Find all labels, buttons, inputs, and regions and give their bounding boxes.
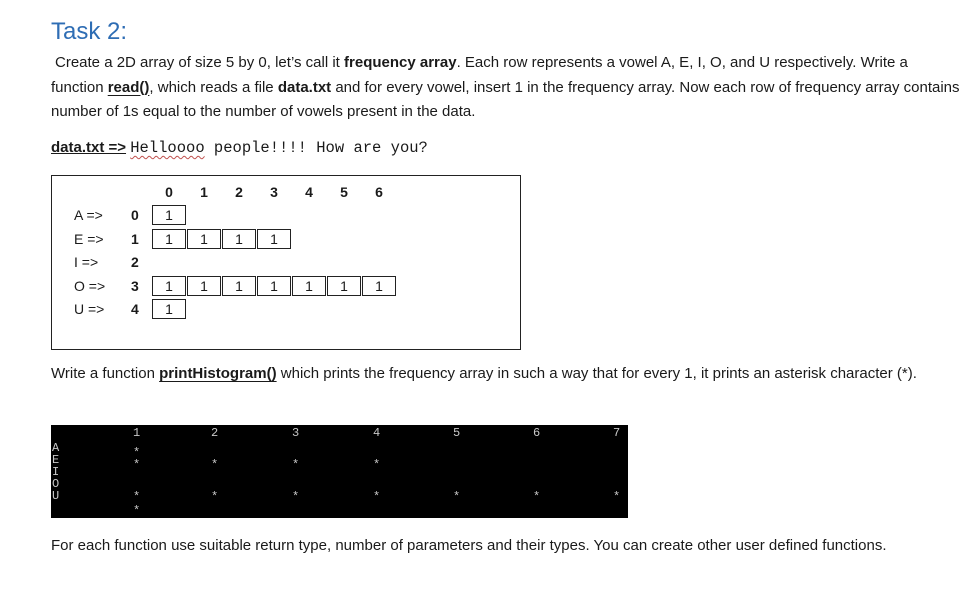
console-row-letter: A — [52, 441, 60, 455]
row-index: 0 — [131, 207, 139, 223]
console-asterisk: * — [211, 458, 219, 472]
array-cell: 1 — [187, 229, 221, 249]
vowel-label: E => — [74, 230, 104, 247]
array-cell: 1 — [187, 276, 221, 296]
console-column-number: 3 — [292, 426, 300, 440]
console-asterisk: * — [292, 490, 300, 504]
column-header: 0 — [165, 184, 173, 200]
hist-text-2: which prints the frequency array in such a way that for every 1, it prints an asterisk character (*). — [276, 365, 917, 382]
column-header: 4 — [305, 184, 313, 200]
array-cell: 1 — [257, 276, 291, 296]
read-function-term: read() — [107, 78, 150, 96]
console-column-number: 5 — [453, 426, 461, 440]
frequency-array-diagram — [51, 175, 521, 350]
vowel-label: O => — [74, 277, 106, 294]
console-asterisk: * — [133, 490, 141, 504]
console-output — [51, 425, 628, 518]
desc-text-2: . Each row represents a vowel A, E, I, O, and U respectively. Write a function — [51, 54, 908, 96]
column-header: 1 — [200, 184, 208, 200]
console-asterisk: * — [533, 490, 541, 504]
console-row-letter: U — [52, 489, 60, 503]
array-cell: 1 — [222, 229, 256, 249]
vowel-label: U => — [74, 301, 105, 317]
console-row-letter: E — [52, 453, 60, 467]
console-column-number: 6 — [533, 426, 541, 440]
desc-text-4: and for every vowel, insert 1 in the frequency array. Now each row of frequency array contains number of 1s equal to the number of vowels present in the data. — [51, 78, 960, 120]
task-heading: Task 2: — [51, 18, 128, 45]
console-asterisk: * — [211, 490, 219, 504]
console-asterisk: * — [133, 458, 141, 472]
print-histogram-term: printHistogram() — [159, 365, 277, 382]
console-asterisk: * — [373, 458, 381, 472]
console-row-letter: I — [52, 465, 60, 479]
array-cell: 1 — [327, 276, 361, 296]
frequency-array-term: frequency array — [344, 54, 457, 71]
data-file-line — [51, 139, 428, 157]
desc-text-3: , which reads a file — [149, 78, 278, 96]
array-cell: 1 — [152, 229, 186, 249]
row-index: 1 — [131, 230, 139, 247]
data-file-term: data.txt — [277, 78, 332, 96]
console-asterisk: * — [613, 490, 621, 504]
data-file-content: people!!!! How are you? — [204, 139, 428, 157]
array-cell: 1 — [152, 205, 186, 225]
column-header: 3 — [270, 184, 278, 200]
console-column-number: 1 — [133, 426, 141, 440]
console-column-number: 4 — [373, 426, 381, 440]
data-file-word: Helloooo — [130, 139, 205, 157]
data-file-label: data.txt => — [51, 139, 127, 156]
row-index: 2 — [131, 254, 139, 270]
array-cell: 1 — [292, 276, 326, 296]
console-asterisk: * — [373, 490, 381, 504]
histogram-description — [51, 362, 961, 387]
array-cell: 1 — [152, 299, 186, 319]
vowel-label: I => — [74, 254, 99, 270]
hist-text-1: Write a function — [51, 365, 160, 382]
array-cell: 1 — [257, 229, 291, 249]
console-asterisk: * — [133, 446, 141, 460]
row-index: 4 — [131, 301, 139, 317]
console-column-number: 2 — [211, 426, 219, 440]
console-column-number: 7 — [613, 426, 621, 440]
console-asterisk: * — [453, 490, 461, 504]
console-asterisk: * — [292, 458, 300, 472]
vowel-label: A => — [74, 207, 103, 223]
desc-text-1: Create a 2D array of size 5 by 0, let’s call it — [55, 54, 345, 71]
row-index: 3 — [131, 277, 139, 294]
column-header: 6 — [375, 184, 383, 200]
task-description — [51, 51, 961, 125]
console-asterisk: * — [133, 504, 141, 518]
array-cell: 1 — [152, 276, 186, 296]
closing-note: For each function use suitable return type, number of parameters and their types. You can create other user defined functions. — [51, 537, 887, 554]
array-cell: 1 — [222, 276, 256, 296]
array-cell: 1 — [362, 276, 396, 296]
console-row-letter: O — [52, 477, 60, 491]
column-header: 5 — [340, 184, 348, 200]
column-header: 2 — [235, 184, 243, 200]
